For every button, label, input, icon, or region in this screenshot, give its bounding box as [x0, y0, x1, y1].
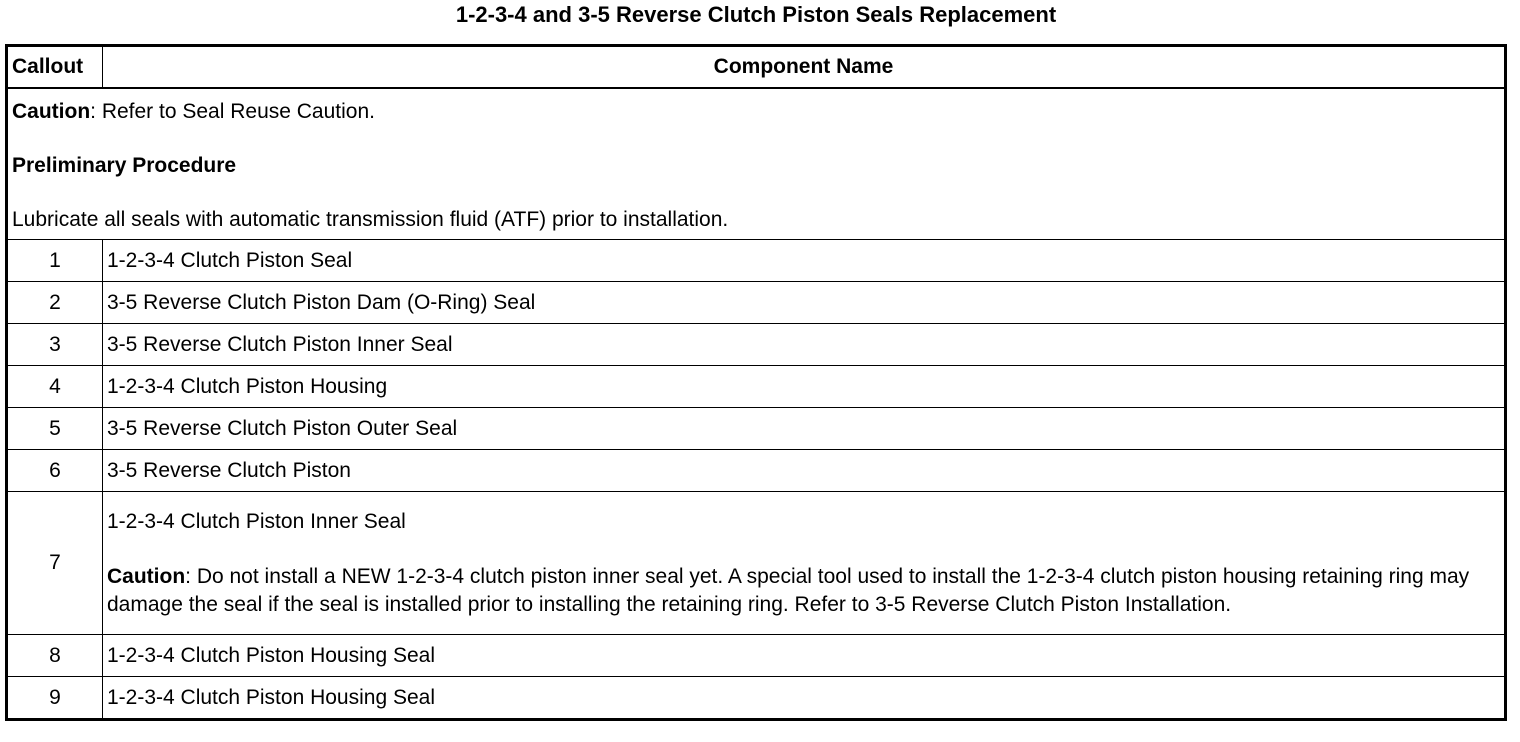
table-row — [7, 240, 1506, 282]
callout-number: 1 — [7, 240, 103, 282]
row-caution-text: : Do not install a NEW 1-2-3-4 clutch piston inner seal yet. A special tool used to install the 1-2-3-4 clutch piston housing retaining ring may damage the seal if the seal is installed prior to installing the retaining ring. Refer to 3-5 Reverse Clutch Piston Installation. — [107, 564, 1470, 616]
component-name: 1-2-3-4 Clutch Piston Inner Seal — [107, 509, 406, 533]
callout-number: 2 — [7, 282, 103, 324]
callout-number: 8 — [7, 635, 103, 677]
callout-number: 5 — [7, 408, 103, 450]
callout-number: 9 — [7, 677, 103, 720]
component-name-column-header: Component Name — [103, 46, 1506, 89]
component-name: 3-5 Reverse Clutch Piston — [103, 450, 1506, 492]
table-header-row — [7, 46, 1506, 89]
intro-row — [7, 88, 1506, 240]
table-row — [7, 677, 1506, 720]
callout-number: 4 — [7, 366, 103, 408]
table-row — [7, 492, 1506, 635]
row-caution-label: Caution — [107, 564, 186, 588]
components-table — [5, 44, 1507, 721]
lubricate-instruction: Lubricate all seals with automatic transmission fluid (ATF) prior to installation. — [12, 208, 729, 231]
component-name: 1-2-3-4 Clutch Piston Housing Seal — [103, 677, 1506, 720]
callout-number: 6 — [7, 450, 103, 492]
component-name: 1-2-3-4 Clutch Piston Seal — [103, 240, 1506, 282]
intro-caution-text: : Refer to Seal Reuse Caution. — [90, 100, 375, 123]
table-row — [7, 366, 1506, 408]
callout-column-header: Callout — [7, 46, 103, 89]
component-name: 1-2-3-4 Clutch Piston Housing Seal — [103, 635, 1506, 677]
intro-cell — [7, 88, 1506, 240]
component-name-with-caution — [103, 492, 1506, 635]
table-row — [7, 408, 1506, 450]
callout-number: 7 — [7, 492, 103, 635]
component-name: 3-5 Reverse Clutch Piston Outer Seal — [103, 408, 1506, 450]
table-row — [7, 450, 1506, 492]
table-row — [7, 324, 1506, 366]
document-title: 1-2-3-4 and 3-5 Reverse Clutch Piston Seals Replacement — [455, 2, 1057, 27]
callout-number: 3 — [7, 324, 103, 366]
component-name: 1-2-3-4 Clutch Piston Housing — [103, 366, 1506, 408]
table-row — [7, 635, 1506, 677]
table-row — [7, 282, 1506, 324]
preliminary-procedure-heading: Preliminary Procedure — [12, 154, 237, 177]
component-name: 3-5 Reverse Clutch Piston Inner Seal — [103, 324, 1506, 366]
intro-caution — [12, 90, 1500, 144]
intro-caution-label: Caution — [12, 100, 91, 123]
component-name: 3-5 Reverse Clutch Piston Dam (O-Ring) Seal — [103, 282, 1506, 324]
row-caution — [107, 563, 1500, 619]
